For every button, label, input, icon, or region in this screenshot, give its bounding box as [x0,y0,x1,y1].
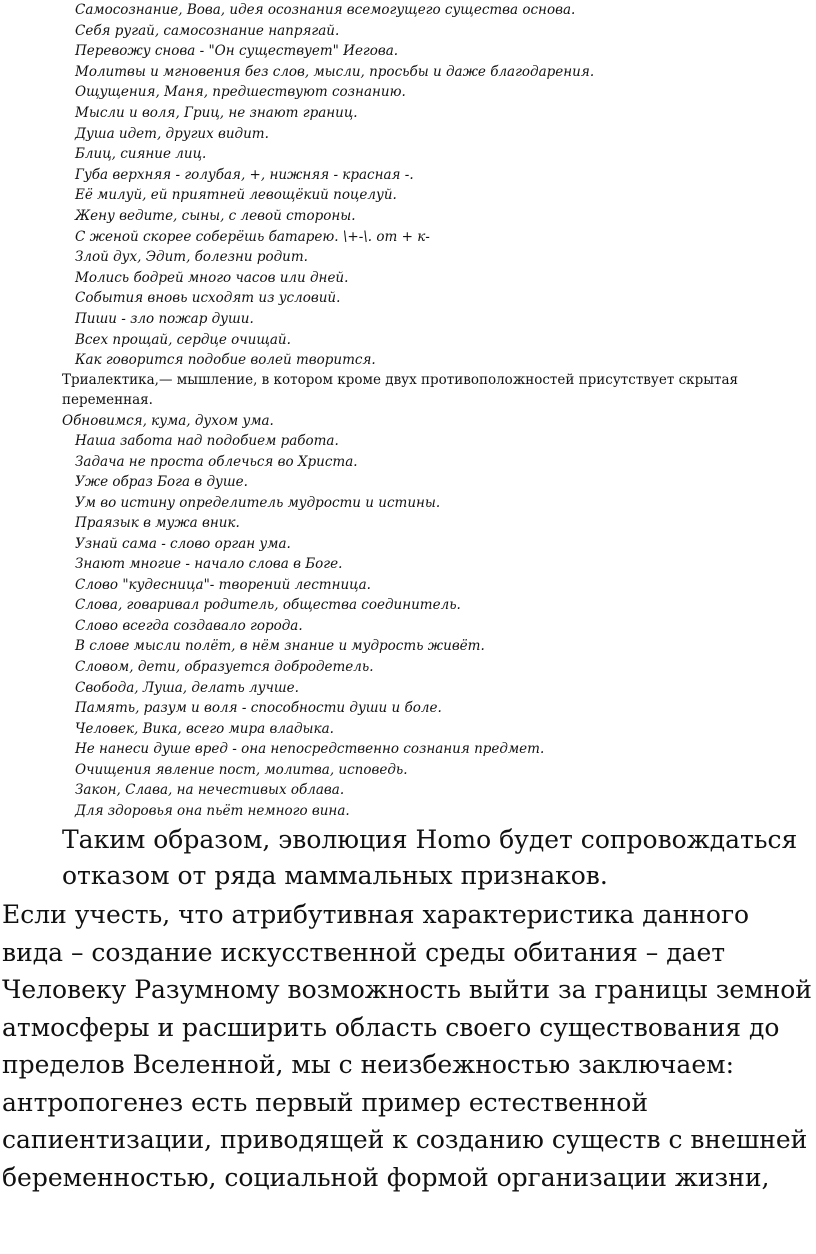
conclusion-indented-paragraph: Таким образом, эволюция Homo будет сопровождаться отказом от ряда маммальных признаков. [62,825,798,890]
trialectics-definition: Триалектика,— мышление, в котором кроме двух противоположностей присутствует скрытая переменная. [62,372,739,408]
poem-line: Знают многие - начало слова в Боге. [75,556,343,573]
poem-line: Жену ведите, сыны, с левой стороны. [75,207,356,224]
poem-line: Перевожу снова - "Он существует" Иегова. [75,43,399,60]
poem-line: Наша забота над подобием работа. [75,433,339,449]
poem-line: Её милуй, ей приятней левощёкий поцелуй. [75,187,397,204]
poem-line: Душа идет, других видит. [75,125,269,142]
poem-line: Злой дух, Эдит, болезни родит. [75,249,308,266]
poem-line: Себя ругай, самосознание напрягай. [75,22,340,39]
poem-first-block [75,0,594,371]
poem-line: Память, разум и воля - способности души и боле. [75,700,442,717]
poem-line: Слова, говаривал родитель, общества соединитель. [75,597,461,614]
poem-line: С женой скорее соберёшь батарею. \+-\. от + к- [75,228,430,245]
poem-line: Самосознание, Вова, идея осознания всемогущего существа основа. [75,2,576,18]
poem-line: Закон, Слава, на нечестивых облава. [75,782,345,799]
poem-line: Мысли и воля, Гриц, не знают границ. [75,104,358,121]
poem-line: Блиц, сияние лиц. [75,146,207,163]
poem-second-block [75,431,544,821]
poem-second-title: Обновимся, кума, духом ума. [62,413,274,429]
poem-line: Как говорится подобие волей творится. [75,352,376,369]
poem-line: Пиши - зло пожар души. [75,310,254,327]
poem-line: Ощущения, Маня, предшествуют сознанию. [75,84,406,101]
poem-line: События вновь исходят из условий. [75,290,341,307]
poem-line: Губа верхняя - голубая, +, нижняя - красная -. [75,166,414,183]
poem-line: Человек, Вика, всего мира владыка. [75,720,334,737]
poem-line: Узнай сама - слово орган ума. [75,535,291,552]
poem-line: Ум во истину определитель мудрости и истины. [75,494,441,511]
poem-line: Праязык в мужа вник. [75,515,240,532]
poem-line: Слово всегда создавало города. [75,617,303,634]
poem-line: Свобода, Луша, делать лучше. [75,679,299,696]
poem-line: Всех прощай, сердце очищай. [75,331,291,348]
poem-line: В слове мысли полёт, в нём знание и мудрость живёт. [75,638,485,655]
poem-line: Задача не проста облечься во Христа. [75,453,358,470]
poem-line: Словом, дети, образуется добродетель. [75,659,374,676]
poem-line: Уже образ Бога в душе. [75,474,248,491]
poem-line: Молитвы и мгновения без слов, мысли, просьбы и даже благодарения. [75,63,595,80]
poem-line: Молись бодрей много часов или дней. [75,269,349,286]
poem-line: Слово "кудесница"- творений лестница. [75,576,371,593]
poem-line: Не нанеси душе вред - она непосредственно сознания предмет. [75,741,545,758]
poem-line: Очищения явление пост, молитва, исповедь. [75,761,408,778]
conclusion-main-paragraph: Если учесть, что атрибутивная характеристика данного вида – создание искусственной среды обитания – дает Человеку Разумному возможность выйти за границы земной атмосферы и расширить область своего существования до пределов Вселенной, мы с неизбежностью заключаем: антропогенез есть первый пример естественной сапиентизации, приводящей к созданию существ с внешней беременностью, социальной формой организации жизни, [2,900,812,1192]
poem-line: Для здоровья она пьёт немного вина. [75,802,350,819]
